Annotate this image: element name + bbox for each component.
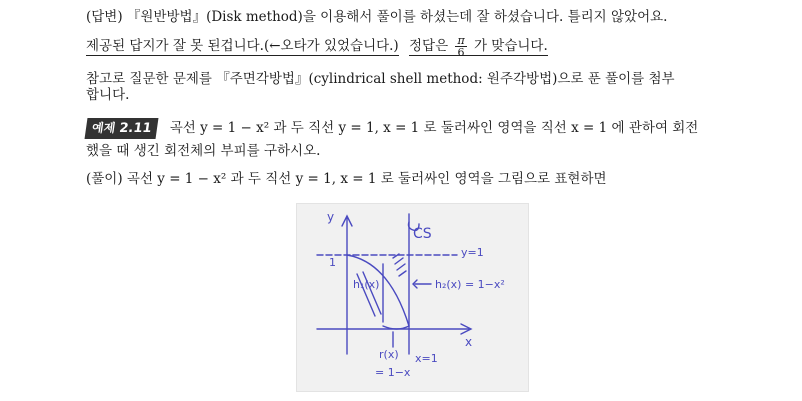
label-x-equals-1: x=1 bbox=[415, 352, 438, 365]
example-text-2: 했을 때 생긴 회전체의 부피를 구하시오. bbox=[86, 143, 321, 159]
label-y-axis: y bbox=[327, 210, 335, 224]
answer-text-2b: 정답은 bbox=[409, 38, 449, 54]
answer-text-1: (답변) 『원반방법』(Disk method)을 이용해서 풀이를 하셨는데 잘 하셨습니다. 틀리지 않았어요. bbox=[86, 9, 668, 25]
answer-line-2 bbox=[86, 35, 548, 58]
reference-text-2: 합니다. bbox=[86, 87, 130, 103]
label-y-equals-1: y=1 bbox=[461, 246, 484, 259]
solution-line-1 bbox=[86, 170, 607, 188]
answer-line-1 bbox=[86, 8, 667, 26]
reference-line-1 bbox=[86, 70, 675, 88]
answer-text-2c: 가 맞습니다. bbox=[473, 38, 548, 54]
answer-fraction bbox=[455, 35, 466, 58]
solution-text-1: (풀이) 곡선 y = 1 − x² 과 두 직선 y = 1, x = 1 로 둘러싸인 영역을 그림으로 표현하면 bbox=[86, 171, 607, 187]
label-one: 1 bbox=[329, 256, 336, 269]
label-h2: h₂(x) = 1−x² bbox=[435, 278, 505, 291]
handwritten-figure bbox=[296, 203, 529, 392]
label-r: r(x) bbox=[379, 348, 399, 361]
reference-text-1: 참고로 질문한 문제를 『주면각방법』(cylindrical shell method: 원주각방법)으로 푼 풀이를 첨부 bbox=[86, 71, 675, 87]
label-r-eq: = 1−x bbox=[375, 366, 411, 379]
answer-correct bbox=[409, 34, 548, 59]
answer-text-2a: 제공된 답지가 잘 못 된겁니다.(←오타가 있었습니다.) bbox=[86, 38, 399, 54]
example-badge-label: 예제 bbox=[91, 121, 117, 135]
figure-svg bbox=[297, 204, 528, 391]
example-line-1 bbox=[86, 118, 698, 139]
reference-line-2 bbox=[86, 86, 129, 104]
example-text-1: 곡선 y = 1 − x² 과 두 직선 y = 1, x = 1 로 둘러싸인 영역을 직선 x = 1 에 관하여 회전 bbox=[169, 120, 699, 136]
label-h1: h₁(x) bbox=[353, 278, 380, 291]
example-line-2 bbox=[86, 142, 320, 160]
example-badge-number: 2.11 bbox=[118, 121, 153, 136]
label-cs: CS bbox=[413, 226, 432, 242]
hatch-marks bbox=[393, 254, 406, 276]
fraction-denominator: 6 bbox=[457, 46, 465, 59]
label-x-axis: x bbox=[465, 335, 473, 349]
fraction-numerator: π bbox=[457, 34, 465, 47]
example-badge bbox=[85, 118, 159, 139]
